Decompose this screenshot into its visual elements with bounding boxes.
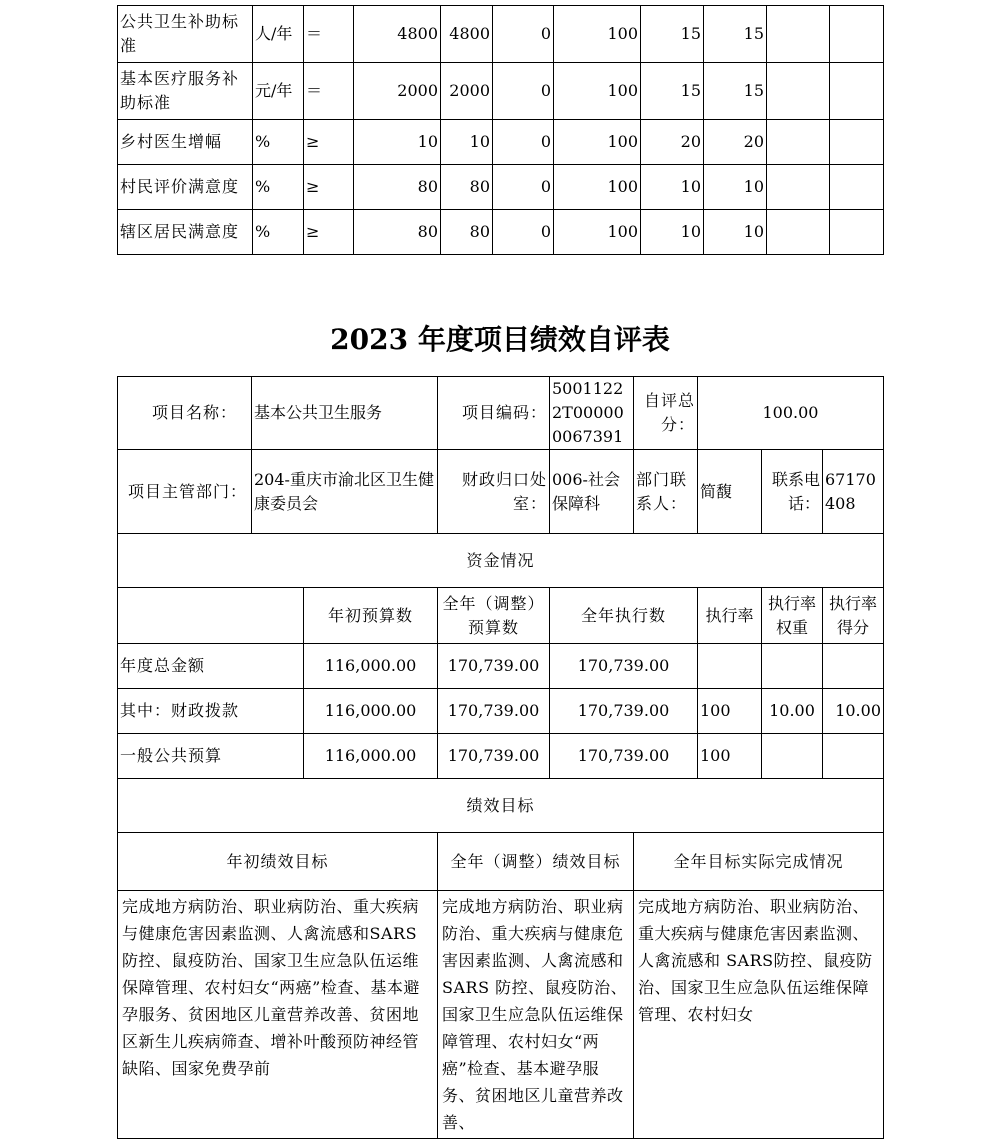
indicator-rows xyxy=(118,6,884,255)
funds-row-adjusted: 170,739.00 xyxy=(438,734,550,779)
indicator-blank xyxy=(830,63,884,120)
indicator-operator: ＝ xyxy=(304,6,354,63)
indicator-name: 辖区居民满意度 xyxy=(118,210,253,255)
funds-row-executed: 170,739.00 xyxy=(550,644,698,689)
funds-section-header: 资金情况 xyxy=(118,534,884,588)
indicator-actual: 2000 xyxy=(441,63,493,120)
indicator-unit: 元/年 xyxy=(253,63,304,120)
funds-header-blank xyxy=(118,588,304,644)
indicator-blank xyxy=(830,6,884,63)
indicator-rate: 100 xyxy=(554,63,641,120)
dept-label: 项目主管部门： xyxy=(118,450,252,534)
dept-value: 204-重庆市渝北区卫生健康委员会 xyxy=(252,450,438,534)
funds-header-initial: 年初预算数 xyxy=(304,588,438,644)
funds-row-executed: 170,739.00 xyxy=(550,734,698,779)
funds-header-adjusted: 全年（调整）预算数 xyxy=(438,588,550,644)
indicator-weight: 15 xyxy=(641,63,704,120)
score-value: 100.00 xyxy=(698,377,884,450)
indicator-score: 15 xyxy=(704,6,767,63)
indicator-unit: 人/年 xyxy=(253,6,304,63)
indicator-blank xyxy=(767,63,830,120)
indicator-score: 15 xyxy=(704,63,767,120)
funds-row xyxy=(118,689,884,734)
funds-row-rate xyxy=(698,644,762,689)
funds-row-label: 一般公共预算 xyxy=(118,734,304,779)
project-code-value: 50011222T000000067391 xyxy=(550,377,634,450)
goals-section-header: 绩效目标 xyxy=(118,779,884,833)
indicator-weight: 15 xyxy=(641,6,704,63)
project-code-label: 项目编码： xyxy=(438,377,550,450)
indicator-blank xyxy=(830,120,884,165)
goals-adjusted-text: 完成地方病防治、职业病防治、重大疾病与健康危害因素监测、人禽流感和 SARS 防控、鼠疫防治、国家卫生应急队伍运维保障管理、农村妇女“两癌”检查、基本避孕服务、贫困地区儿童营养改善、 xyxy=(438,891,634,1139)
indicator-name: 公共卫生补助标准 xyxy=(118,6,253,63)
funds-header-rate: 执行率 xyxy=(698,588,762,644)
indicator-deviation: 0 xyxy=(493,63,554,120)
indicator-actual: 80 xyxy=(441,210,493,255)
indicator-name: 乡村医生增幅 xyxy=(118,120,253,165)
funds-header-executed: 全年执行数 xyxy=(550,588,698,644)
phone-label: 联系电话： xyxy=(762,450,823,534)
goals-actual-text: 完成地方病防治、职业病防治、重大疾病与健康危害因素监测、人禽流感和 SARS防控、鼠疫防治、国家卫生应急队伍运维保障管理、农村妇女 xyxy=(634,891,884,1139)
indicator-row xyxy=(118,63,884,120)
funds-row-score xyxy=(823,734,884,779)
indicator-target: 80 xyxy=(354,165,441,210)
indicator-rate: 100 xyxy=(554,165,641,210)
funds-row-executed: 170,739.00 xyxy=(550,689,698,734)
funds-row-initial: 116,000.00 xyxy=(304,734,438,779)
funds-row-adjusted: 170,739.00 xyxy=(438,644,550,689)
indicator-name: 基本医疗服务补助标准 xyxy=(118,63,253,120)
project-name-value: 基本公共卫生服务 xyxy=(252,377,438,450)
funds-row-label: 年度总金额 xyxy=(118,644,304,689)
indicator-actual: 10 xyxy=(441,120,493,165)
indicator-target: 10 xyxy=(354,120,441,165)
indicator-unit: % xyxy=(253,120,304,165)
funds-row-rate: 100 xyxy=(698,689,762,734)
indicator-blank xyxy=(767,6,830,63)
funds-row-score xyxy=(823,644,884,689)
funds-row-label: 其中：财政拨款 xyxy=(118,689,304,734)
funds-row-initial: 116,000.00 xyxy=(304,689,438,734)
indicator-weight: 10 xyxy=(641,210,704,255)
funds-row-score: 10.00 xyxy=(823,689,884,734)
indicator-target: 4800 xyxy=(354,6,441,63)
funds-row xyxy=(118,644,884,689)
phone-value: 67170408 xyxy=(823,450,884,534)
indicator-score: 20 xyxy=(704,120,767,165)
indicator-score: 10 xyxy=(704,165,767,210)
funds-row-weight: 10.00 xyxy=(762,689,823,734)
indicator-name: 村民评价满意度 xyxy=(118,165,253,210)
indicator-row xyxy=(118,6,884,63)
indicator-rate: 100 xyxy=(554,6,641,63)
indicator-target: 80 xyxy=(354,210,441,255)
funds-header-score: 执行率得分 xyxy=(823,588,884,644)
indicator-blank xyxy=(767,165,830,210)
score-label: 自评总分： xyxy=(634,377,698,450)
goals-header-adjusted: 全年（调整）绩效目标 xyxy=(438,833,634,891)
indicator-operator: ≥ xyxy=(304,210,354,255)
indicator-deviation: 0 xyxy=(493,165,554,210)
indicator-deviation: 0 xyxy=(493,210,554,255)
indicator-row xyxy=(118,120,884,165)
funds-row-adjusted: 170,739.00 xyxy=(438,689,550,734)
indicator-blank xyxy=(767,210,830,255)
indicator-rate: 100 xyxy=(554,120,641,165)
funds-row-rate: 100 xyxy=(698,734,762,779)
indicator-blank xyxy=(767,120,830,165)
indicator-deviation: 0 xyxy=(493,6,554,63)
funds-header-weight: 执行率权重 xyxy=(762,588,823,644)
goals-header-actual: 全年目标实际完成情况 xyxy=(634,833,884,891)
funds-row-weight xyxy=(762,734,823,779)
indicator-weight: 10 xyxy=(641,165,704,210)
goals-initial-text: 完成地方病防治、职业病防治、重大疾病与健康危害因素监测、人禽流感和SARS 防控、鼠疫防治、国家卫生应急队伍运维保障管理、农村妇女“两癌”检查、基本避孕服务、贫困地区儿童营养改善、贫困地区新生儿疾病筛查、增补叶酸预防神经管缺陷、国家免费孕前 xyxy=(118,891,438,1139)
indicator-unit: % xyxy=(253,165,304,210)
indicator-blank xyxy=(830,210,884,255)
funds-row-initial: 116,000.00 xyxy=(304,644,438,689)
indicator-actual: 4800 xyxy=(441,6,493,63)
contact-value: 简馥 xyxy=(698,450,762,534)
funds-row-weight xyxy=(762,644,823,689)
indicator-row xyxy=(118,165,884,210)
indicator-blank xyxy=(830,165,884,210)
indicator-operator: ≥ xyxy=(304,120,354,165)
finance-value: 006-社会保障科 xyxy=(550,450,634,534)
page-title: 2023 年度项目绩效自评表 xyxy=(330,323,670,356)
indicator-unit: % xyxy=(253,210,304,255)
indicator-operator: ＝ xyxy=(304,63,354,120)
indicator-rate: 100 xyxy=(554,210,641,255)
indicator-table xyxy=(117,5,884,255)
evaluation-table xyxy=(117,376,884,1139)
finance-label: 财政归口处室： xyxy=(438,450,550,534)
indicator-actual: 80 xyxy=(441,165,493,210)
goals-header-initial: 年初绩效目标 xyxy=(118,833,438,891)
indicator-deviation: 0 xyxy=(493,120,554,165)
funds-row xyxy=(118,734,884,779)
indicator-score: 10 xyxy=(704,210,767,255)
contact-label: 部门联系人： xyxy=(634,450,698,534)
project-name-label: 项目名称： xyxy=(118,377,252,450)
indicator-row xyxy=(118,210,884,255)
indicator-operator: ≥ xyxy=(304,165,354,210)
indicator-target: 2000 xyxy=(354,63,441,120)
indicator-weight: 20 xyxy=(641,120,704,165)
